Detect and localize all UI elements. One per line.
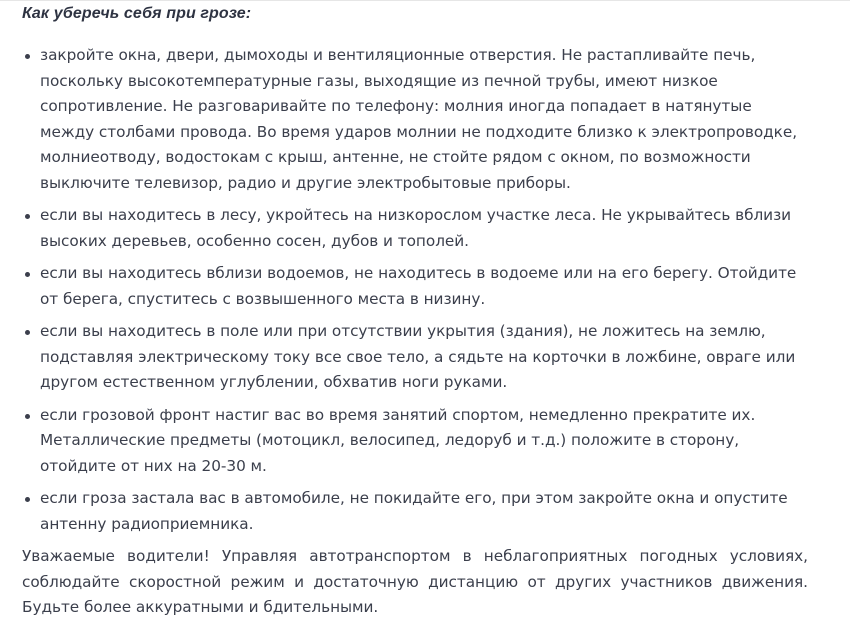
bullet-icon [25,414,30,419]
top-divider [0,0,850,1]
safety-tips-list [22,43,808,537]
section-heading: Как уберечь себя при грозе: [22,5,252,22]
list-item-text: если вы находитесь в поле или при отсутствии укрытия (здания), не ложитесь на землю, подставляя электрическому току все свое тело, а сядьте на корточки в ложбине, овраге или другом естественном углублении, обхватив ноги руками. [40,322,796,391]
list-item-text: если вы находитесь вблизи водоемов, не находитесь в водоеме или на его берегу. Отойдите от берега, спуститесь с возвышенного места в низину. [40,264,797,308]
bullet-icon [25,272,30,277]
list-item [22,43,808,196]
list-item [22,319,808,396]
list-item-text: закройте окна, двери, дымоходы и вентиляционные отверстия. Не растапливайте печь, поскольку высокотемпературные газы, выходящие из печной трубы, имеют низкое сопротивление. Не разговаривайте по телефону: молния иногда попадает в натянутые между столбами провода. Во время ударов молнии не подходите близко к электропроводке, молниеотводу, водостокам с крыш, антенне, не стойте рядом с окном, по возможности выключите телевизор, радио и другие электробытовые приборы. [40,46,798,192]
bullet-icon [25,214,30,219]
drivers-notice-paragraph: Уважаемые водители! Управляя автотранспортом в неблагоприятных погодных условиях, соблюдайте скоростной режим и достаточную дистанцию от других участников движения. Будьте более аккуратными и бдительными. [22,547,808,616]
bullet-icon [25,497,30,502]
bullet-icon [25,330,30,335]
list-item-text: если гроза застала вас в автомобиле, не покидайте его, при этом закройте окна и опустите антенну радиоприемника. [40,489,788,533]
list-item [22,486,808,537]
list-item-text: если вы находитесь в лесу, укройтесь на низкорослом участке леса. Не укрывайтесь вблизи высоких деревьев, особенно сосен, дубов и тополей. [40,206,792,250]
list-item [22,403,808,480]
article-body [22,4,808,621]
list-item [22,261,808,312]
list-item-text: если грозовой фронт настиг вас во время занятий спортом, немедленно прекратите их. Металлические предметы (мотоцикл, велосипед, ледоруб и т.д.) положите в сторону, отойдите от них на 20-30 м. [40,405,756,475]
bullet-icon [25,54,30,59]
list-item [22,203,808,254]
